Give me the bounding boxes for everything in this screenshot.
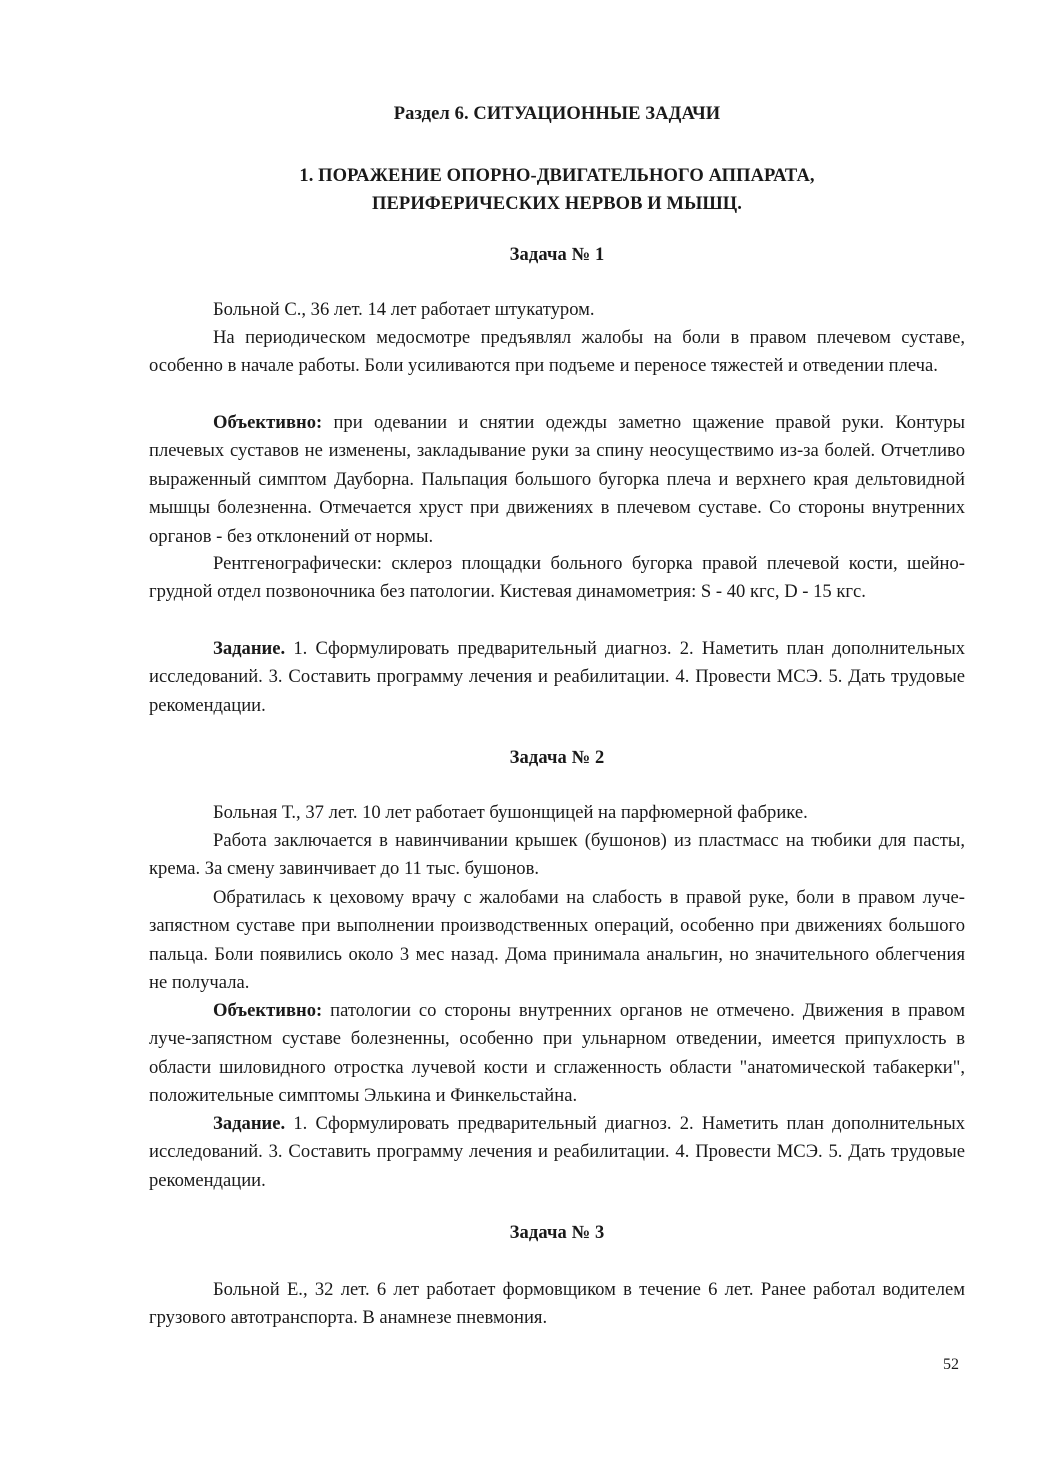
task-1-objective-label: Объективно:	[213, 412, 323, 433]
section-title: Раздел 6. СИТУАЦИОННЫЕ ЗАДАЧИ	[393, 104, 721, 124]
task-2-objective-text: патологии со стороны внутренних органов не отмечено. Движения в правом луче-запястном суставе болезненны, особенно при ульнарном отведении, имеется припухлость в области шиловидного отростка лучевой кости и сглаженность области "анатомической табакерки", положительные симптомы Элькина и Финкельстайна.	[149, 1000, 965, 1107]
task-2-complaints: Обратилась к цеховому врачу с жалобами на слабость в правой руке, боли в правом луче-запястном суставе при выполнении производственных операций, особенно при движениях большого пальца. Боли появились около 3 мес назад. Дома принимала анальгин, но значительного облегчения не получала.	[149, 887, 965, 994]
task-1-title: Задача № 1	[509, 245, 605, 265]
task-1-complaints: На периодическом медосмотре предъявлял жалобы на боли в правом плечевом суставе, особенно в начале работы. Боли усиливаются при подъеме и переносе тяжестей и отведении плеча.	[149, 327, 965, 377]
task-3-title: Задача № 3	[509, 1223, 605, 1243]
task-1-patient: Больной С., 36 лет. 14 лет работает штукатуром.	[213, 299, 595, 320]
task-2-assignment-label: Задание.	[213, 1113, 286, 1134]
task-1-assignment-text: 1. Сформулировать предварительный диагноз. 2. Наметить план дополнительных исследований. 3. Составить программу лечения и реабилитации. 4. Провести МСЭ. 5. Дать трудовые рекомендации.	[149, 638, 965, 716]
task-2-work: Работа заключается в навинчивании крышек (бушонов) из пластмасс на тюбики для пасты, крема. За смену завинчивает до 11 тыс. бушонов.	[149, 830, 965, 880]
task-2-title: Задача № 2	[509, 748, 605, 768]
task-3-patient: Больной Е., 32 лет. 6 лет работает формовщиком в течение 6 лет. Ранее работал водителем грузового автотранспорта. В анамнезе пневмония.	[149, 1279, 965, 1329]
task-2-objective	[149, 997, 965, 1111]
task-2-assignment-text: 1. Сформулировать предварительный диагноз. 2. Наметить план дополнительных исследований. 3. Составить программу лечения и реабилитации. 4. Провести МСЭ. 5. Дать трудовые рекомендации.	[149, 1113, 965, 1191]
task-2-patient: Больная Т., 37 лет. 10 лет работает бушонщицей на парфюмерной фабрике.	[213, 802, 808, 823]
page-number: 52	[943, 1356, 959, 1373]
task-1-xray: Рентгенографически: склероз площадки больного бугорка правой плечевой кости, шейно-грудной отдел позвоночника без патологии. Кистевая динамометрия: S - 40 кгс, D - 15 кгс.	[149, 553, 965, 603]
chapter-title	[149, 162, 965, 218]
task-2-objective-label: Объективно:	[213, 1000, 323, 1021]
task-1-objective-text: при одевании и снятии одежды заметно щажение правой руки. Контуры плечевых суставов не изменены, закладывание руки за спину неосуществимо из-за болей. Отчетливо выраженный симптом Дауборна. Пальпация большого бугорка плеча и верхнего края дельтовидной мышцы болезненна. Отмечается хруст при движениях в плечевом суставе. Со стороны внутренних органов - без отклонений от нормы.	[149, 412, 965, 547]
chapter-title-line-1: 1. ПОРАЖЕНИЕ ОПОРНО-ДВИГАТЕЛЬНОГО АППАРАТА,	[299, 166, 815, 186]
chapter-title-line-2: ПЕРИФЕРИЧЕСКИХ НЕРВОВ И МЫШЦ.	[371, 194, 742, 214]
task-2-assignment	[149, 1110, 965, 1195]
task-1-assignment-label: Задание.	[213, 638, 286, 659]
task-1-assignment	[149, 635, 965, 720]
task-1-objective	[149, 409, 965, 551]
